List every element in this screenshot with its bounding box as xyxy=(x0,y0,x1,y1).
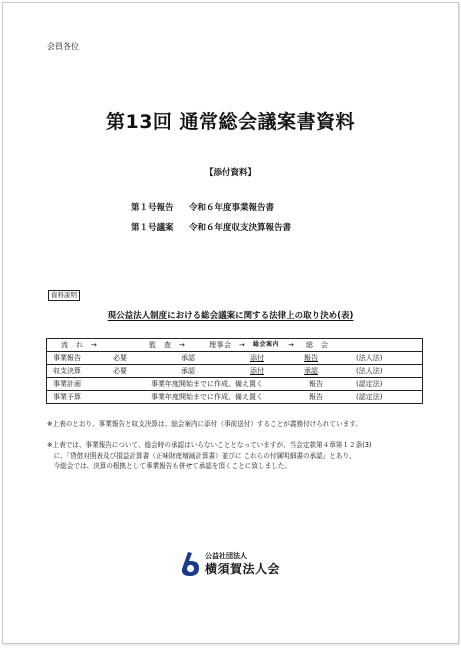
note-second xyxy=(47,440,427,472)
organization-logo xyxy=(179,551,309,579)
row-item: 事業報告 xyxy=(53,354,81,362)
agenda-number: 第１号議案 xyxy=(131,223,174,233)
row-audit: 必要 xyxy=(113,367,127,375)
row-meeting: 承認 xyxy=(304,367,318,375)
row-meeting: 報告 xyxy=(304,354,318,362)
row-board: 承認 xyxy=(181,354,195,362)
row-board: 承認 xyxy=(181,367,195,375)
row-item: 収支決算 xyxy=(53,367,81,375)
table-row xyxy=(47,365,423,378)
logo-name: 横須賀法人会 xyxy=(205,562,281,576)
note-line: ※上表では、事業報告について、総会時の承認はいらないこととなっていますが、当会定款第４章第１２条(3) xyxy=(47,441,372,449)
row-notice: 添付 xyxy=(250,354,264,362)
header-notice: 総会案内 xyxy=(253,341,280,348)
note-line: に、「貸借対照表及び損益計算書（正味財産増減計算書）並びに これらの付属明細書の承認」とあり、 xyxy=(47,451,356,460)
header-board: 理事会 → xyxy=(209,341,246,349)
header-meeting: 総 会 xyxy=(306,341,329,349)
table-title: 現公益法人制度における総会議案に関する法律上の取り決め(表) xyxy=(107,311,354,321)
row-meeting: 報告 xyxy=(309,393,323,401)
agenda-item xyxy=(131,201,291,221)
table-header-row xyxy=(47,339,423,352)
table-row xyxy=(47,352,423,365)
row-law: (法人法) xyxy=(356,367,383,375)
agenda-text: 令和６年度収支決算報告書 xyxy=(189,223,292,233)
agenda-text: 令和６年度事業報告書 xyxy=(189,203,275,213)
row-span-text: 事業年度開始までに作成、備え置く xyxy=(151,380,263,388)
logo-mark-icon xyxy=(179,551,201,577)
row-meeting: 報告 xyxy=(309,380,323,388)
agenda-number: 第１号報告 xyxy=(131,203,174,213)
agenda-item xyxy=(131,221,291,241)
row-law: (認定法) xyxy=(356,393,383,401)
row-audit: 必要 xyxy=(113,354,127,362)
table-row xyxy=(47,391,423,404)
agenda-list xyxy=(131,201,291,241)
header-arrow: → xyxy=(288,341,295,349)
row-item: 事業計画 xyxy=(53,380,81,388)
header-audit: 監 査 → xyxy=(149,341,186,349)
note-line: 今総会では、決算の根拠として事業報告も併せて承認を頂くことに致しました。 xyxy=(47,462,291,470)
document-title: 第13回 通常総会議案書資料 xyxy=(105,111,356,133)
flow-table xyxy=(46,338,423,404)
table-row xyxy=(47,378,423,391)
attachment-label: 【添付資料】 xyxy=(204,168,256,178)
row-span-text: 事業年度開始までに作成、備え置く xyxy=(151,393,263,401)
row-item: 事業予算 xyxy=(53,393,81,401)
row-notice: 添付 xyxy=(250,367,264,375)
document-page xyxy=(2,2,459,644)
row-law: (法人法) xyxy=(356,354,383,362)
logo-subtitle: 公益社団法人 xyxy=(205,552,247,560)
explanation-tag: 資料説明 xyxy=(48,290,80,301)
addressee: 会員各位 xyxy=(47,42,79,51)
header-flow: 流 れ → xyxy=(61,341,98,349)
row-law: (認定法) xyxy=(356,380,383,388)
note-first: ※上表のとおり、事業報告と収支決算は、総会案内に添付（事前送付）することが義務付けられています。 xyxy=(47,420,362,428)
